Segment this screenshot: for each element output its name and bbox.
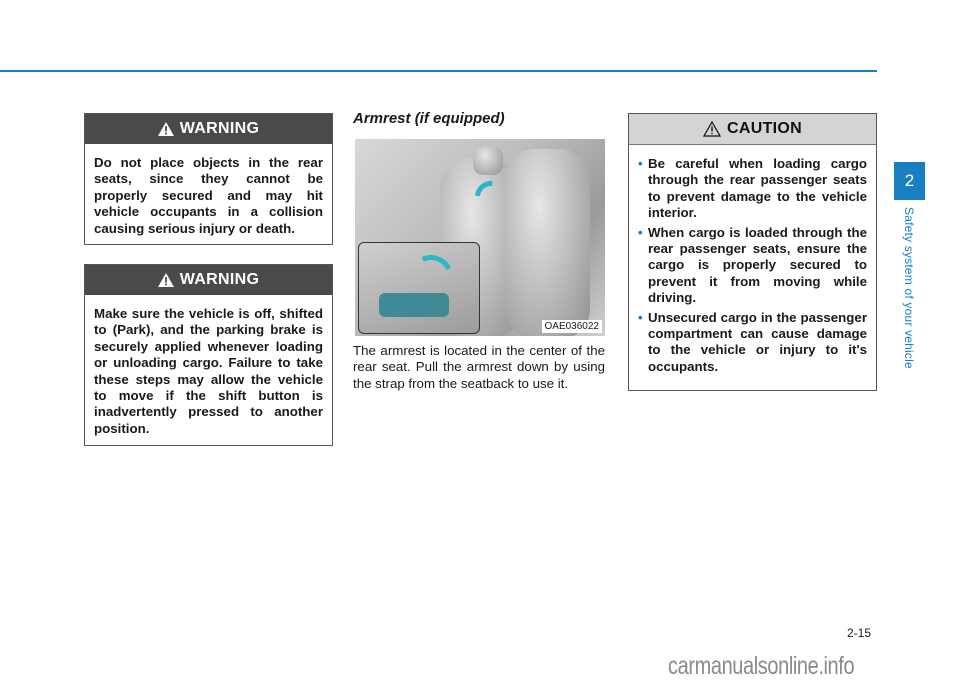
caution-triangle-icon <box>703 121 721 137</box>
section-body: The armrest is located in the center of the rear seat. Pull the armrest down by using the strap from the seatback to use it. <box>353 343 605 391</box>
caution-box <box>628 113 877 391</box>
caution-item: • When cargo is loaded through the rear passenger seats, ensure the cargo is properly secured to prevent it from moving while driving. <box>638 224 867 306</box>
warning-box-1 <box>84 113 333 245</box>
header-rule <box>0 70 877 72</box>
caution-text <box>629 145 876 386</box>
headrest <box>473 147 503 175</box>
warning-title: WARNING <box>179 271 260 288</box>
seat-back-right <box>505 149 590 336</box>
armrest-detail-inset <box>358 242 480 334</box>
bullet-icon: • <box>638 309 643 325</box>
warning-header <box>85 265 332 295</box>
armrest-illustration <box>355 139 605 336</box>
warning-triangle-icon <box>158 273 174 287</box>
caution-title: CAUTION <box>727 120 802 137</box>
chapter-label: Safety system of your vehicle <box>902 207 916 369</box>
warning-triangle-icon <box>158 122 174 136</box>
page-number: 2-15 <box>847 626 872 640</box>
figure-code: OAE036022 <box>542 320 603 333</box>
warning-header <box>85 114 332 144</box>
warning-text: Make sure the vehicle is off, shifted to (Park), and the parking brake is securely applied whenever loading or unloading cargo. Failure to take these steps may allow the vehicle to move if the shift button is inadvertently pressed to another position. <box>94 306 323 436</box>
warning-box-2 <box>84 264 333 446</box>
watermark: carmanualsonline.info <box>668 652 855 680</box>
bullet-icon: • <box>638 224 643 240</box>
warning-text: Do not place objects in the rear seats, since they cannot be properly secured and may hit vehicle occupants in a collision causing serious injury or death. <box>94 155 323 236</box>
section-title: Armrest (if equipped) <box>353 110 505 127</box>
warning-title: WARNING <box>179 120 260 137</box>
caution-item: • Unsecured cargo in the passenger compartment can cause damage to the vehicle or injury to it's occupants. <box>638 309 867 374</box>
bullet-icon: • <box>638 156 643 171</box>
caution-item: • Be careful when loading cargo through the rear passenger seats to prevent damage to the vehicle interior. <box>638 156 867 221</box>
chapter-tab: 2 <box>894 162 925 200</box>
caution-header <box>629 114 876 145</box>
